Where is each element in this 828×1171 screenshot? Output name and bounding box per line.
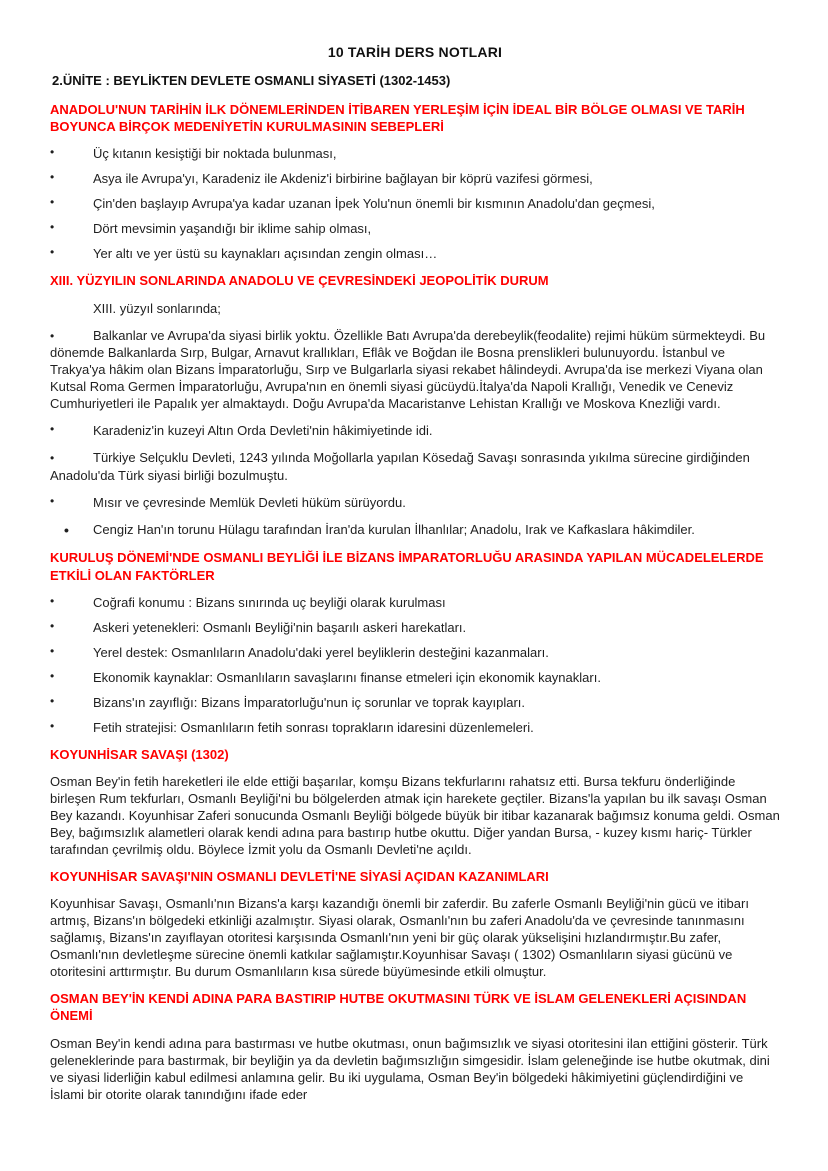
list-item — [50, 594, 780, 611]
list-item-text: Çin'den başlayıp Avrupa'ya kadar uzanan İpek Yolu'nun önemli bir kısmının Anadolu'dan geçmesi, — [93, 196, 655, 212]
bullet-icon: • — [50, 494, 55, 509]
bullet-icon: • — [50, 643, 55, 658]
bullet-icon: • — [50, 718, 55, 733]
paragraph: Osman Bey'in fetih hareketleri ile elde ettiği başarılar, komşu Bizans tekfurlarını rahatsız etti. Bursa tekfuru önderliğinde birleşen Rum tekfurları, Osmanlı Beyliği'ni bu bölgelerden atmak için harekete geçtiler. Bizans'la yapılan bu ilk savaşı Osman Bey kazandı. Koyunhisar Zaferi sonucunda Osmanlı Beyliği bölgede büyük bir itibar kazanarak bağımsız konuma geldi. Osman Bey, bağımsızlık alametleri olarak kendi adına para bastırıp hutbe okuttu. Diğer yandan Bursa, - kuzey kısmı hariç- Türkler tarafından çevrilmiş oldu. Böylece İzmit yolu da Osmanlı Devleti'ne açıldı. — [50, 774, 780, 858]
bullet-paragraph — [50, 449, 780, 484]
list-item — [50, 521, 780, 539]
list-item — [50, 422, 780, 439]
paragraph: Osman Bey'in kendi adına para bastırması ve hutbe okutması, onun bağımsızlık ve siyasi otoritesini ilan ettiğini gösterir. Türk geleneklerinde para bastırmak, bir beyliğin ya da devletin bağımsızlığın simgesidir. İslam geleneğinde ise hutbe okutmak, dini ve siyasi liderliğin kabul edilmesi anlamına gelir. Bu iki uygulama, Osman Bey'in bölgedeki hâkimiyetini güçlendirdiğini ve İslami bir otorite olarak tanındığını ifade eder — [50, 1035, 770, 1102]
bullet-icon: • — [50, 422, 55, 437]
bullet-icon: • — [50, 668, 55, 683]
bullet-icon: • — [50, 220, 55, 235]
bullet-icon: • — [50, 170, 55, 185]
bullet-icon: • — [50, 328, 55, 343]
list-item — [50, 170, 780, 187]
indented-text: XIII. yüzyıl sonlarında; — [93, 300, 221, 316]
bullet-icon: • — [50, 693, 55, 708]
bullet-icon: • — [50, 593, 55, 608]
list-item — [50, 195, 780, 212]
list-item-text: Cengiz Han'ın torunu Hülagu tarafından İran'da kurulan İlhanlılar; Anadolu, Irak ve Kafkaslara hâkimdiler. — [93, 522, 695, 538]
list-item — [50, 619, 780, 636]
list-item — [50, 719, 780, 736]
bullet-paragraph-text: Balkanlar ve Avrupa'da siyasi birlik yoktu. Özellikle Batı Avrupa'da derebeylik(feodalite) rejimi hüküm sürmekteydi. Bu dönemde Balkanlarda Sırp, Bulgar, Arnavut krallıkları, Eflâk ve Boğdan ile Bosna prenslikleri bulunuyordu. İstanbul ve Trakya'ya hâkim olan Bizans İmparatorluğu, Sırp ve Bulgarlarla siyasi rekabet hâlindeydi. Avrupa'da ise merkezi Viyana olan Kutsal Roma Germen İmparatorluğu, Avrupa'nın en önemli siyasi gücüydü.İtalya'da Napoli Krallığı, Venedik ve Ceneviz Cumhuriyetleri ile Papalık yer almaktaydı. Doğu Avrupa'da Macaristanve Lehistan Krallığı ve Moskova Knezliği vardı. — [50, 327, 766, 412]
list-item-text: Fetih stratejisi: Osmanlıların fetih sonrası toprakların idaresini düzenlemeleri. — [93, 719, 534, 735]
list-item — [50, 220, 780, 237]
unit-heading: 2.ÜNİTE : BEYLİKTEN DEVLETE OSMANLI SİYASETİ (1302-1453) — [52, 73, 451, 88]
document-title: 10 TARİH DERS NOTLARI — [327, 44, 503, 60]
list-item-text: Yerel destek: Osmanlıların Anadolu'daki yerel beyliklerin desteğini kazanmaları. — [93, 644, 549, 660]
list-item-text: Asya ile Avrupa'yı, Karadeniz ile Akdeniz'i birbirine bağlayan bir köprü vazifesi görmesi, — [93, 171, 593, 187]
bullet-icon: • — [50, 618, 55, 633]
section-heading: XIII. YÜZYILIN SONLARINDA ANADOLU VE ÇEVRESİNDEKİ JEOPOLİTİK DURUM — [50, 273, 549, 289]
document-sections — [50, 101, 780, 1103]
bullet-icon: • — [50, 451, 55, 466]
paragraph: Koyunhisar Savaşı, Osmanlı'nın Bizans'a karşı kazandığı önemli bir zaferdir. Bu zaferle Osmanlı Beyliği'nin gücü ve itibarı artmış, Bizans'ın bölgedeki etkinliği azalmıştır. Siyasi olarak, Osmanlı'nın bu zaferi Anadolu'da ve çevresinde tanınmasını sağlamış, Bizans'ın zayıflayan otoritesi karşısında Osmanlı'nın yeni bir güç olarak yükselişini hızlandırmıştır.Bu zafer, Osmanlı'nın devletleşme sürecine önemli katkılar sağlamıştır.Koyunhisar Savaşı ( 1302) Osmanlıların siyasi gücünü ve otoritesini arttırmıştır. Bu durum Osmanlıların kısa sürede büyümesinde etkili olmuştur. — [50, 896, 749, 980]
bullet-list — [50, 521, 780, 539]
list-item-text: Dört mevsimin yaşandığı bir iklime sahip olması, — [93, 221, 372, 237]
bullet-icon: • — [64, 522, 69, 539]
bullet-list — [50, 422, 780, 439]
bullet-icon: • — [50, 195, 55, 210]
section-heading: KURULUŞ DÖNEMİ'NDE OSMANLI BEYLİĞİ İLE BİZANS İMPARATORLUĞU ARASINDA YAPILAN MÜCADELELERDE ETKİLİ OLAN FAKTÖRLER — [50, 550, 764, 583]
bullet-icon: • — [50, 245, 55, 260]
list-item — [50, 145, 780, 162]
section-heading: KOYUNHİSAR SAVAŞI (1302) — [50, 746, 229, 762]
list-item — [50, 644, 780, 661]
list-item-text: Coğrafi konumu : Bizans sınırında uç beyliği olarak kurulması — [93, 594, 446, 610]
list-item — [50, 694, 780, 711]
bullet-icon: • — [50, 145, 55, 160]
list-item-text: Üç kıtanın kesiştiği bir noktada bulunması, — [93, 146, 337, 162]
list-item-text: Askeri yetenekleri: Osmanlı Beyliği'nin başarılı askeri harekatları. — [93, 619, 467, 635]
bullet-list — [50, 145, 780, 262]
bullet-paragraph-text: Türkiye Selçuklu Devleti, 1243 yılında Moğollarla yapılan Kösedağ Savaşı sonrasında yıkılma sürecine girdiğinden Anadolu'da Türk siyasi birliği bozulmuştu. — [50, 450, 750, 484]
bullet-paragraph — [50, 327, 780, 413]
list-item-text: Mısır ve çevresinde Memlük Devleti hüküm sürüyordu. — [93, 495, 406, 511]
bullet-list — [50, 494, 780, 511]
list-item-text: Karadeniz'in kuzeyi Altın Orda Devleti'nin hâkimiyetinde idi. — [93, 423, 433, 439]
list-item-text: Yer altı ve yer üstü su kaynakları açısından zengin olması… — [93, 246, 438, 262]
section-heading: ANADOLU'NUN TARİHİN İLK DÖNEMLERİNDEN İTİBAREN YERLEŞİM İÇİN İDEAL BİR BÖLGE OLMASI VE TARİH BOYUNCA BİRÇOK MEDENİYETİN KURULMASININ SEBEPLERİ — [50, 102, 745, 135]
list-item-text: Ekonomik kaynaklar: Osmanlıların savaşlarını finanse etmeleri için ekonomik kaynakları. — [93, 669, 601, 685]
section-heading: OSMAN BEY'İN KENDİ ADINA PARA BASTIRIP HUTBE OKUTMASINI TÜRK VE İSLAM GELENEKLERİ AÇISINDAN ÖNEMİ — [50, 991, 747, 1024]
bullet-list — [50, 594, 780, 736]
list-item — [50, 494, 780, 511]
section-heading: KOYUNHİSAR SAVAŞI'NIN OSMANLI DEVLETİ'NE SİYASİ AÇIDAN KAZANIMLARI — [50, 869, 549, 885]
list-item-text: Bizans'ın zayıflığı: Bizans İmparatorluğu'nun iç sorunlar ve toprak kayıpları. — [93, 694, 526, 710]
list-item — [50, 669, 780, 686]
list-item — [50, 245, 780, 262]
